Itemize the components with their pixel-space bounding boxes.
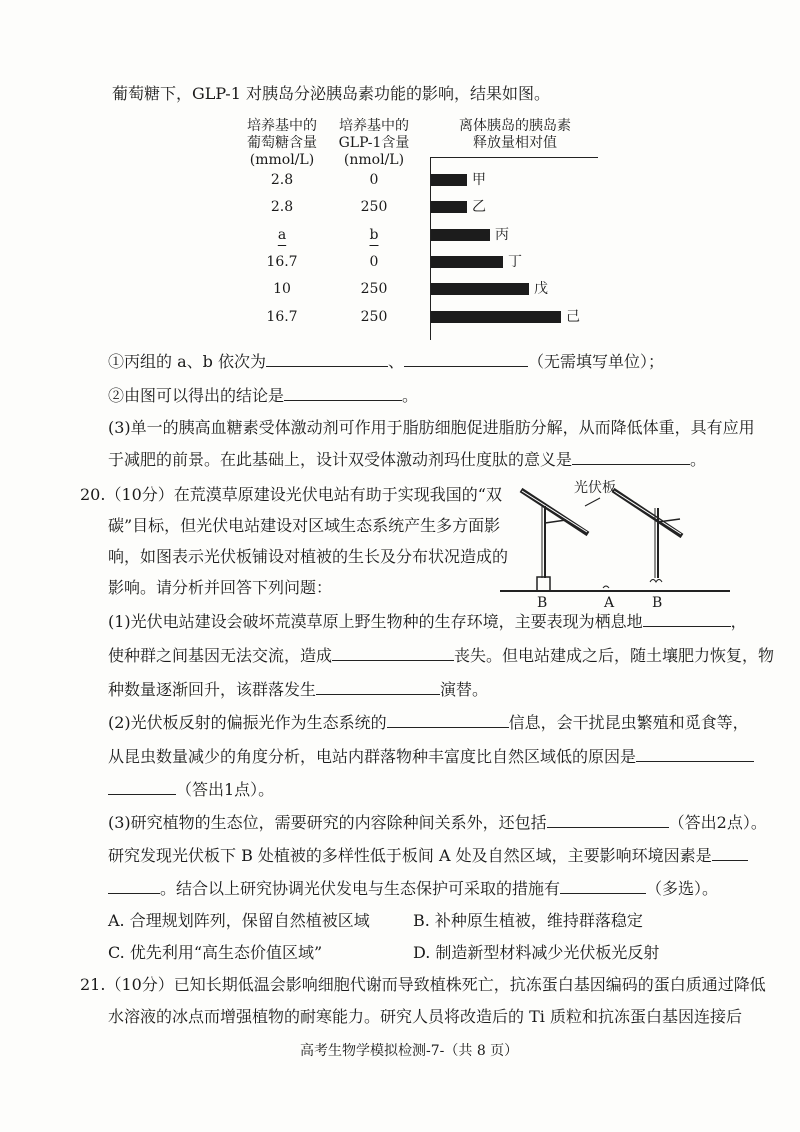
- glucose-cell: 2.8: [270, 199, 294, 215]
- q20-p2-line1: (2)光伏板反射的偏振光作为生态系统的 信息，会干扰昆虫繁殖和觅食等，: [108, 713, 749, 732]
- q21-line1: 21.（10分）已知长期低温会影响细胞代谢而导致植株死亡，抗冻蛋白基因编码的蛋白质通过降低: [80, 975, 766, 994]
- answer-blank[interactable]: [547, 813, 669, 828]
- insulin-bar: [431, 201, 467, 213]
- q20-p3-line1: (3)研究植物的生态位，需要研究的内容除种间关系外，还包括 （答出2点）。: [108, 813, 767, 832]
- glucose-cell: 16.7: [266, 309, 298, 325]
- q20-p3-line2: 研究发现光伏板下 B 处植被的多样性低于板间 A 处及自然区域，主要影响环境因素是: [108, 846, 748, 866]
- answer-blank[interactable]: [636, 747, 754, 762]
- insulin-bar: [431, 311, 561, 323]
- answer-blank[interactable]: [712, 846, 748, 861]
- intro-line: 葡萄糖下，GLP-1 对胰岛分泌胰岛素功能的影响，结果如图。: [112, 84, 550, 103]
- top-axis-line: [430, 157, 598, 158]
- answer-blank[interactable]: [404, 352, 528, 367]
- q20-p2-line2: 从昆虫数量减少的角度分析，电站内群落物种丰富度比自然区域低的原因是: [108, 747, 754, 767]
- bar-label: 丙: [495, 227, 509, 243]
- label-b2: B: [652, 595, 663, 611]
- q19-sub1: ①丙组的 a、b 依次为 、 （无需填写单位）；: [108, 352, 664, 371]
- glp1-cell: b: [369, 227, 379, 243]
- answer-blank[interactable]: [284, 386, 402, 401]
- answer-blank[interactable]: [108, 879, 160, 894]
- q20-line2: 碳”目标，但光伏电站建设对区域生态系统产生多方面影: [108, 516, 501, 535]
- glp1-cell: 0: [369, 254, 379, 270]
- glp1-cell: 250: [360, 281, 388, 297]
- bar-label: 己: [566, 309, 580, 325]
- glucose-cell: 2.8: [270, 172, 294, 188]
- answer-blank[interactable]: [387, 713, 509, 728]
- insulin-bar: [431, 283, 529, 295]
- insulin-bar: [431, 256, 503, 268]
- q20-p2-line3: （答出1点）。: [108, 780, 274, 800]
- option-b[interactable]: B. 补种原生植被，维持群落稳定: [413, 911, 643, 930]
- glucose-cell: 16.7: [266, 254, 298, 270]
- q21-line2: 水溶液的冰点而增强植物的耐寒能力。研究人员将改造后的 Ti 质粒和抗冻蛋白基因连接后: [108, 1007, 742, 1026]
- q20-p1-line3: 种数量逐渐回升，该群落发生 演替。: [108, 680, 489, 699]
- label-a: A: [604, 595, 615, 611]
- q20-line3: 响，如图表示光伏板铺设对植被的生长及分布状况造成的: [108, 547, 509, 566]
- label-b1: B: [537, 595, 548, 611]
- glp1-cell: 0: [369, 172, 379, 188]
- insulin-bar: [431, 229, 490, 241]
- answer-blank[interactable]: [643, 612, 731, 627]
- option-a[interactable]: A. 合理规划阵列，保留自然植被区域: [108, 911, 370, 930]
- q19-sub2: ②由图可以得出的结论是 。: [108, 386, 419, 405]
- glp1-cell: 250: [360, 309, 388, 325]
- answer-blank[interactable]: [108, 780, 176, 795]
- bar-label: 甲: [472, 172, 486, 188]
- header-insulin: 离体胰岛的胰岛素 释放量相对值: [459, 118, 571, 151]
- bar-label: 乙: [472, 199, 486, 215]
- solar-panel-figure: [500, 478, 730, 613]
- answer-blank[interactable]: [266, 352, 388, 367]
- panel-label: 光伏板: [574, 480, 616, 496]
- q19-part3-line2: 于减肥的前景。在此基础上，设计双受体激动剂玛仕度肽的意义是 。: [108, 450, 707, 469]
- glucose-cell: a: [277, 227, 287, 243]
- option-d[interactable]: D. 制造新型材料减少光伏板光反射: [413, 943, 660, 962]
- header-glp1: 培养基中的 GLP-1含量 (nmol/L): [338, 118, 410, 168]
- q20-line4: 影响。请分析并回答下列问题：: [108, 578, 333, 597]
- bar-label: 戊: [534, 281, 548, 297]
- answer-blank[interactable]: [572, 450, 690, 465]
- insulin-bar: [431, 174, 467, 186]
- q20-line1: 20.（10分）在荒漠草原建设光伏电站有助于实现我国的“双: [80, 485, 502, 504]
- bar-label: 丁: [508, 254, 522, 270]
- q20-p1-line1: (1)光伏电站建设会破坏荒漠草原上野生物种的生存环境，主要表现为栖息地 ，: [108, 612, 747, 631]
- header-glucose: 培养基中的 葡萄糖含量 (mmol/L): [247, 118, 317, 168]
- answer-blank[interactable]: [316, 680, 440, 695]
- q19-part3-line1: (3)单一的胰高血糖素受体激动剂可作用于脂肪细胞促进脂肪分解，从而降低体重，具有应用: [108, 418, 755, 437]
- glp1-cell: 250: [360, 199, 388, 215]
- page-footer: 高考生物学模拟检测-7-（共 8 页）: [300, 1043, 519, 1059]
- glucose-cell: 10: [273, 281, 291, 297]
- answer-blank[interactable]: [332, 646, 454, 661]
- option-c[interactable]: C. 优先利用“高生态价值区域”: [108, 943, 323, 962]
- q20-p3-line3: 。结合以上研究协调光伏发电与生态保护可采取的措施有 （多选）。: [108, 879, 718, 899]
- answer-blank[interactable]: [560, 879, 646, 894]
- q20-p1-line2: 使种群之间基因无法交流，造成 丧失。但电站建成之后，随土壤肥力恢复，物: [108, 646, 775, 665]
